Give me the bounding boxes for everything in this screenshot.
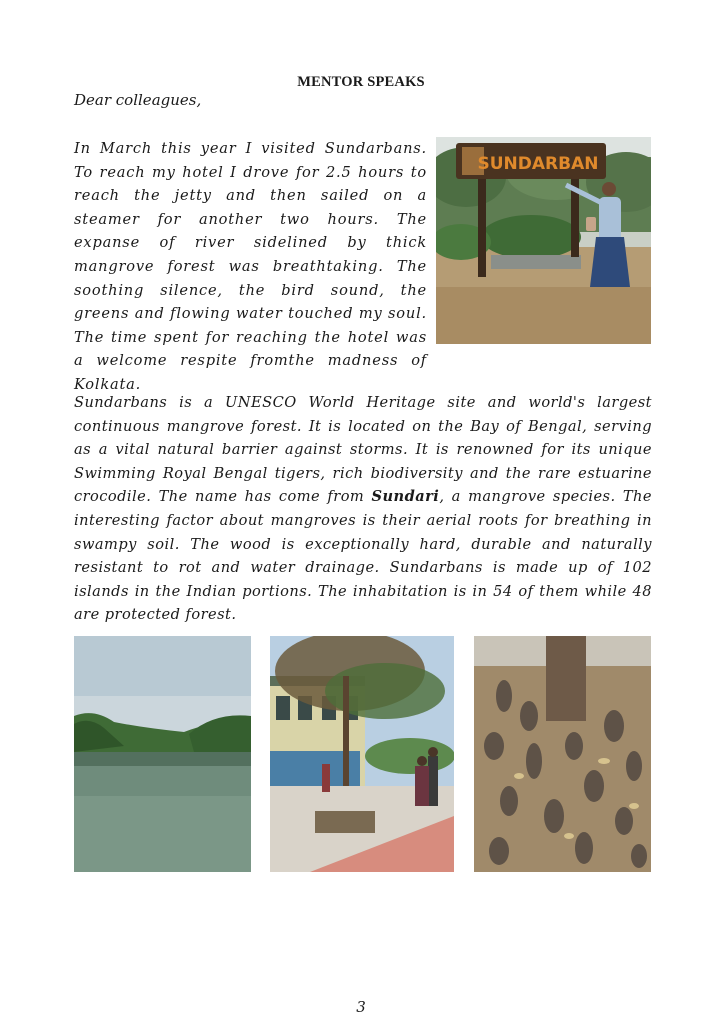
photo-river	[74, 636, 251, 872]
paragraph-about-sundarbans	[74, 391, 652, 627]
sign-text: SUNDARBAN	[477, 154, 599, 174]
page-title: MENTOR SPEAKS	[297, 74, 425, 90]
paragraph-intro: In March this year I visited Sundarbans. To reach my hotel I drove for 2.5 hours to reach the jetty and then sailed on a steamer for another two hours. The expanse of river sidelined by thick mangrove forest was breathtaking. The soothing silence, the bird sound, the greens and flowing water touched my soul. The time spent for reaching the hotel was a welcome respite fromthe madness of Kolkata.	[74, 140, 427, 393]
photo-sundarban-sign	[436, 137, 651, 344]
paragraph2-part2: , a mangrove species. The interesting factor about mangroves is their aerial roots for breathing in swampy soil. The wood is exceptionally hard, durable and naturally resistant to rot and water drainage. Sundarbans is made up of 102 islands in the Indian portions. The inhabitation is in 54 of them while 48 are protected forest.	[74, 488, 652, 624]
photo-tree-courtyard	[270, 636, 454, 872]
greeting: Dear colleagues,	[74, 91, 202, 109]
page-number: 3	[356, 998, 366, 1016]
sundari-bold: Sundari	[371, 488, 440, 506]
photo-aerial-roots	[474, 636, 651, 872]
paragraph2-part1: Sundarbans is a UNESCO World Heritage site and world's largest continuous mangrove forest. It is located on the Bay of Bengal, serving as a vital natural barrier against storms. It is renowned for its unique Swimming Royal Bengal tigers, rich biodiversity and the rare estuarine crocodile. The name has come from	[74, 394, 652, 506]
